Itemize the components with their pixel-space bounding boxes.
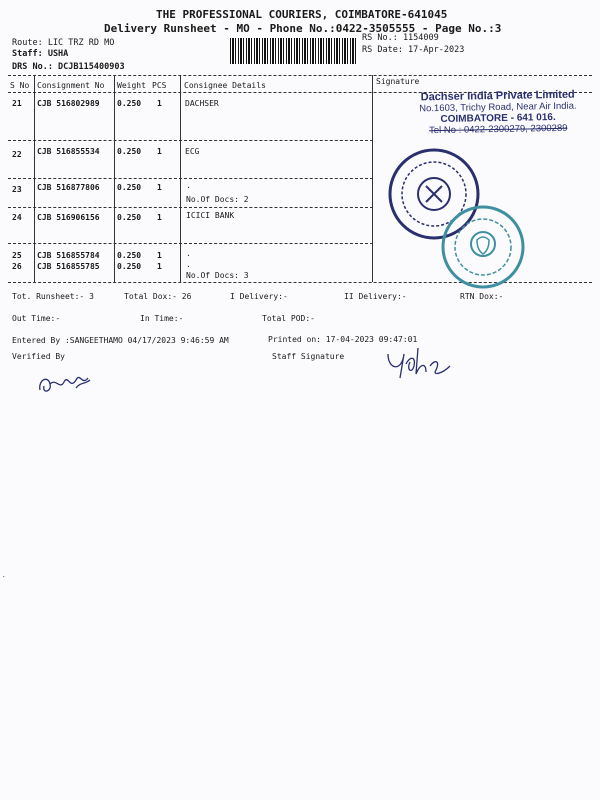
row-divider (8, 243, 373, 244)
row-sno: 26 (12, 262, 22, 271)
col-header-weight: Weight (117, 81, 146, 90)
staff-signature-label: Staff Signature (272, 352, 345, 361)
out-time: Out Time:- (12, 314, 61, 323)
row-consignee: ECG (185, 147, 200, 156)
row-weight: 0.250 (117, 147, 142, 156)
table-top-rule (8, 75, 592, 76)
row-weight: 0.250 (117, 213, 142, 222)
row-pcs: 1 (157, 147, 162, 156)
row-sno: 24 (12, 213, 22, 222)
ii-delivery: II Delivery:- (344, 292, 407, 301)
row-weight: 0.250 (117, 251, 142, 260)
company-stamp (398, 88, 599, 136)
row-consignment-no: CJB 516855785 (37, 262, 100, 271)
col-header-consignment: Consignment No (37, 81, 105, 90)
row-divider (8, 140, 373, 141)
row-consignee: DACHSER (185, 99, 219, 108)
row-consignment-no: CJB 516906156 (37, 213, 100, 222)
row-consignee: . (186, 181, 191, 190)
row-divider (8, 207, 373, 208)
col-header-signature: Signature (376, 77, 420, 86)
row-consignment-no: CJB 516877806 (37, 183, 100, 192)
barcode (230, 38, 358, 64)
total-runsheet: Tot. Runsheet:- 3 (12, 292, 94, 301)
printed-on: Printed on: 17-04-2023 09:47:01 (268, 335, 418, 344)
total-pod: Total POD:- (262, 314, 315, 323)
drs-label: DRS No.: DCJB115400903 (12, 62, 125, 72)
verifier-signature (30, 360, 110, 400)
entered-by: Entered By :SANGEETHAMO 04/17/2023 9:46:59 AM (12, 336, 229, 345)
staff-handwritten-signature (380, 340, 470, 385)
row-divider (8, 178, 373, 179)
stamp-phone: Tel No : 0422-2300279, 2300289 (429, 122, 568, 137)
row-sno: 21 (12, 99, 22, 108)
i-delivery: I Delivery:- (230, 292, 288, 301)
row-pcs: 1 (157, 183, 162, 192)
row-consignee: ICICI BANK (186, 211, 235, 220)
row-pcs: 1 (157, 262, 162, 271)
row-consignee: . (186, 249, 191, 258)
row-weight: 0.250 (117, 99, 142, 108)
col-header-sno: S No (10, 81, 30, 90)
rtn-dox: RTN Dox:- (460, 292, 504, 301)
row-sno: 25 (12, 251, 22, 260)
row-weight: 0.250 (117, 183, 142, 192)
row-docs-count: No.Of Docs: 3 (186, 271, 249, 280)
row-weight: 0.250 (117, 262, 142, 271)
runsheet-title: Delivery Runsheet - MO - Phone No.:0422-3505555 - Page No.:3 (104, 22, 502, 35)
row-consignee: . (186, 260, 191, 269)
row-pcs: 1 (157, 99, 162, 108)
row-sno: 23 (12, 185, 22, 194)
verified-by: Verified By (12, 352, 65, 361)
rs-date: RS Date: 17-Apr-2023 (362, 45, 465, 55)
row-pcs: 1 (157, 251, 162, 260)
total-dox: Total Dox:- 26 (124, 292, 192, 301)
col-header-consignee: Consignee Details (184, 81, 266, 90)
bank-seal-icon (438, 204, 528, 290)
staff-label: Staff: USHA (12, 49, 69, 59)
row-consignment-no: CJB 516855534 (37, 147, 100, 156)
row-sno: 22 (12, 150, 22, 159)
row-docs-count: No.Of Docs: 2 (186, 195, 249, 204)
route-label: Route: LIC TRZ RD MO (12, 38, 115, 48)
row-consignment-no: CJB 516855784 (37, 251, 100, 260)
row-consignment-no: CJB 516802989 (37, 99, 100, 108)
stamp-city: COIMBATORE - 641 016. (440, 111, 556, 126)
company-title: THE PROFESSIONAL COURIERS, COIMBATORE-641045 (156, 8, 448, 21)
stamp-company-name: Dachser India Private Limited (420, 88, 575, 104)
stamp-address: No.1603, Trichy Road, Near Air India. (419, 100, 577, 115)
row-pcs: 1 (157, 213, 162, 222)
rs-number: RS No.: 1154009 (362, 33, 439, 43)
col-header-pcs: PCS (152, 81, 167, 90)
in-time: In Time:- (140, 314, 184, 323)
stray-dot: . (2, 572, 6, 579)
